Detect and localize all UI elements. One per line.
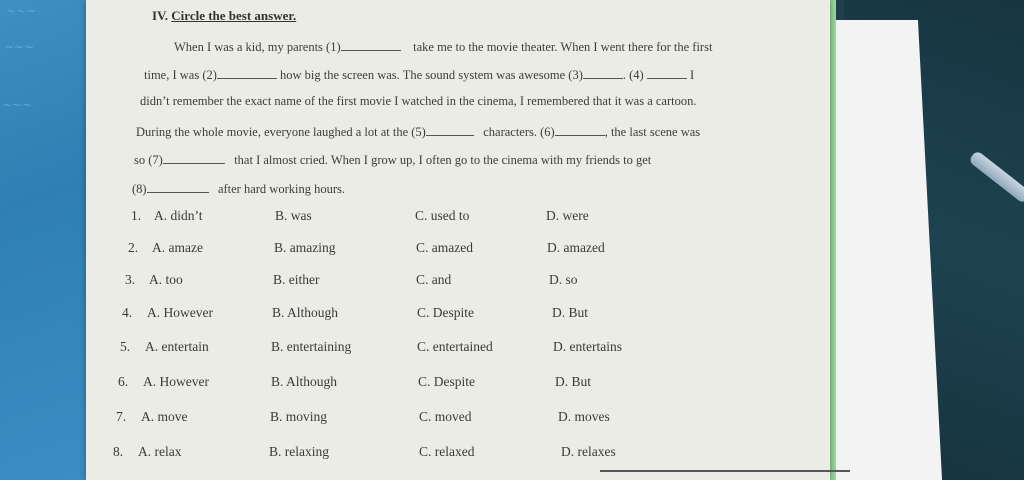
option-b[interactable]: B. entertaining: [271, 339, 352, 354]
question-number: 8.: [113, 444, 124, 459]
option-b[interactable]: B. either: [273, 272, 320, 287]
option-a[interactable]: A. amaze: [152, 240, 203, 255]
option-d[interactable]: D. But: [552, 305, 589, 320]
question-number: 3.: [125, 272, 136, 287]
option-a[interactable]: A. However: [147, 305, 213, 320]
option-d[interactable]: D. relaxes: [561, 444, 616, 459]
option-b[interactable]: B. Although: [272, 305, 339, 320]
option-a[interactable]: A. too: [149, 272, 183, 287]
answer-blank-4[interactable]: [647, 66, 687, 79]
option-d[interactable]: D. entertains: [553, 339, 622, 354]
option-a[interactable]: A. However: [143, 374, 209, 389]
option-c[interactable]: C. amazed: [416, 240, 473, 255]
option-c[interactable]: C. used to: [415, 208, 470, 223]
handwriting-scribble: ~~~: [4, 40, 35, 54]
question-number: 5.: [120, 339, 131, 354]
option-a[interactable]: A. move: [141, 409, 188, 424]
answer-blank-6[interactable]: [555, 123, 605, 136]
option-a[interactable]: A. entertain: [145, 339, 209, 354]
question-number: 6.: [118, 374, 129, 389]
paragraph-line-3: didn’t remember the exact name of the first movie I watched in the cinema, I remembered that it was a cartoon.: [140, 94, 697, 108]
option-b[interactable]: B. Although: [271, 374, 338, 389]
option-c[interactable]: C. and: [416, 272, 452, 287]
paragraph-line-5: so (7) that I almost cried. When I grow up, I often go to the cinema with my friends to get: [134, 153, 652, 167]
answer-blank-8[interactable]: [147, 180, 209, 193]
option-a[interactable]: A. didn’t: [154, 208, 203, 223]
paragraph-line-6: (8) after hard working hours.: [132, 182, 345, 196]
answer-blank-3[interactable]: [583, 66, 623, 79]
option-c[interactable]: C. Despite: [417, 305, 474, 320]
option-b[interactable]: B. relaxing: [269, 444, 329, 459]
option-d[interactable]: D. so: [549, 272, 578, 287]
paragraph-line-2: time, I was (2) how big the screen was. The sound system was awesome (3) . (4) I: [144, 68, 695, 82]
option-c[interactable]: C. relaxed: [419, 444, 475, 459]
handwriting-scribble: ~~~: [6, 4, 37, 18]
option-c[interactable]: C. Despite: [418, 374, 475, 389]
option-c[interactable]: C. moved: [419, 409, 472, 424]
page-bottom-rule: [600, 470, 850, 472]
answer-blank-7[interactable]: [163, 151, 225, 164]
paragraph-line-1: When I was a kid, my parents (1) take me to the movie theater. When I went there for the first: [174, 40, 713, 54]
answer-blank-5[interactable]: [426, 123, 474, 136]
option-b[interactable]: B. moving: [270, 409, 328, 424]
option-b[interactable]: B. was: [275, 208, 312, 223]
option-d[interactable]: D. amazed: [547, 240, 605, 255]
handwriting-scribble: ~~~: [2, 98, 33, 112]
section-title: Circle the best answer.: [171, 8, 297, 23]
option-d[interactable]: D. were: [546, 208, 589, 223]
option-c[interactable]: C. entertained: [417, 339, 493, 354]
answer-blank-1[interactable]: [341, 38, 401, 51]
question-number: 7.: [116, 409, 127, 424]
option-d[interactable]: D. moves: [558, 409, 610, 424]
option-a[interactable]: A. relax: [138, 444, 182, 459]
question-number: 1.: [131, 208, 142, 223]
section-heading: [152, 8, 296, 24]
paragraph-line-4: During the whole movie, everyone laughed a lot at the (5) characters. (6) , the last scene was: [136, 125, 701, 139]
answer-blank-2[interactable]: [217, 66, 277, 79]
question-number: 2.: [128, 240, 139, 255]
option-b[interactable]: B. amazing: [274, 240, 336, 255]
section-number: IV.: [152, 8, 169, 23]
question-number: 4.: [122, 305, 133, 320]
option-d[interactable]: D. But: [555, 374, 592, 389]
